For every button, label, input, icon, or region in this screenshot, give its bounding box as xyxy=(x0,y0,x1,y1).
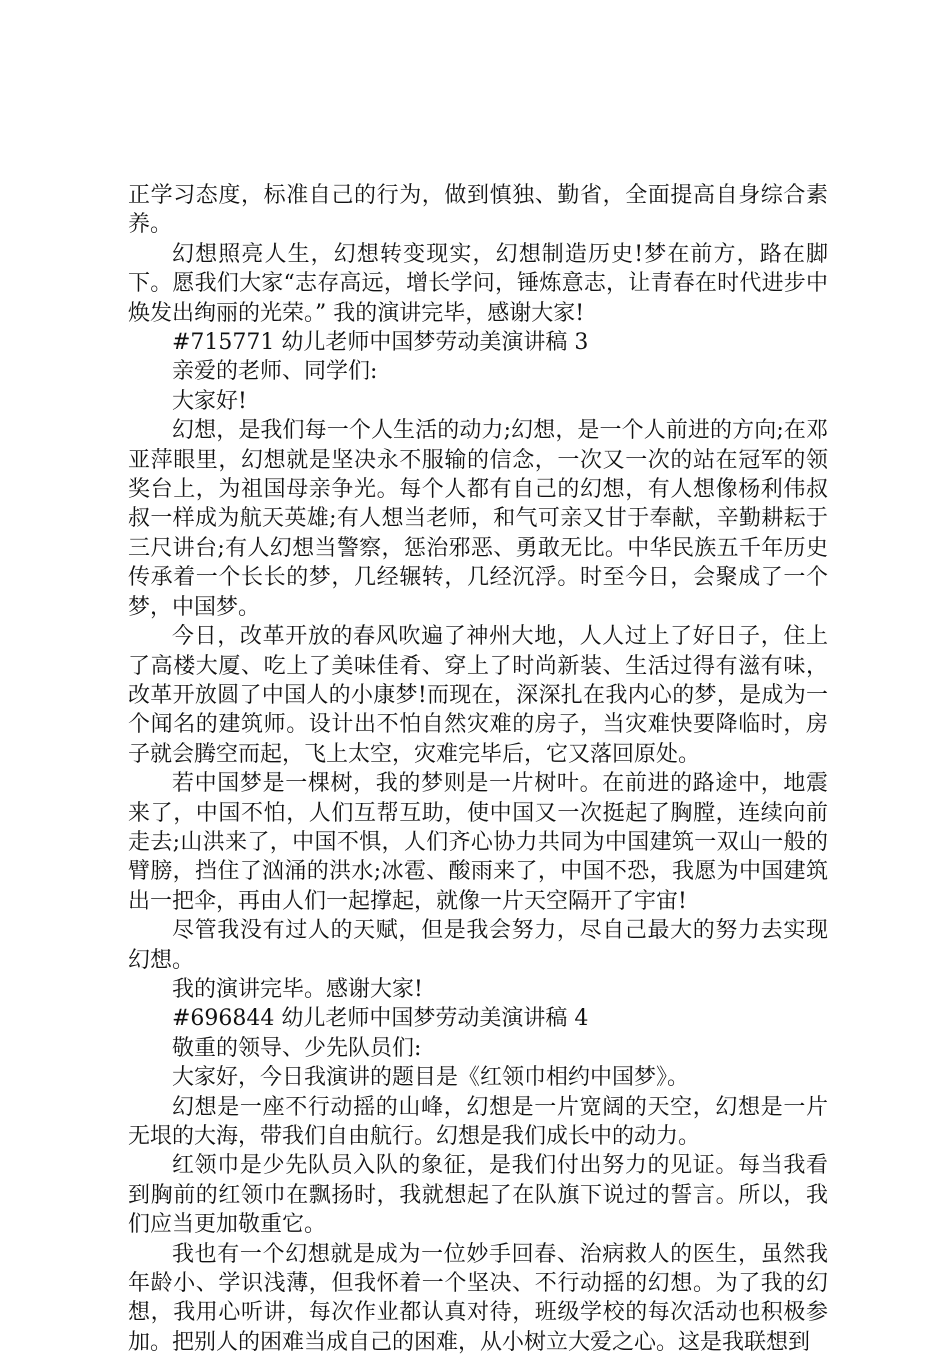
paragraph: 今日，改革开放的春风吹遍了神州大地，人人过上了好日子，住上了高楼大厦、吃上了美味佳肴、穿上了时尚新装、生活过得有滋有味，改革开放圆了中国人的小康梦!而现在，深深扎在我内心的梦，是成为一个闻名的建筑师。设计出不怕自然灾难的房子，当灾难快要降临时，房子就会腾空而起，飞上太空，灾难完毕后，它又落回原处。 xyxy=(128,624,828,767)
greeting: 大家好，今日我演讲的题目是《红领巾相约中国梦》。 xyxy=(172,1065,690,1091)
paragraph: 幻想照亮人生，幻想转变现实，幻想制造历史!梦在前方，路在脚下。愿我们大家“志存高远，增长学问，锤炼意志，让青春在时代进步中焕发出绚丽的光荣。” 我的演讲完毕，感谢大家! xyxy=(128,241,828,326)
paragraph: 红领巾是少先队员入队的象征，是我们付出努力的见证。每当我看到胸前的红领巾在飘扬时，我就想起了在队旗下说过的誓言。所以，我们应当更加敬重它。 xyxy=(128,1153,828,1238)
closing-line: 我的演讲完毕。感谢大家! xyxy=(172,976,423,1002)
paragraph: 幻想是一座不行动摇的山峰，幻想是一片宽阔的天空，幻想是一片无垠的大海，带我们自由航行。幻想是我们成长中的动力。 xyxy=(128,1094,828,1149)
paragraph: 正学习态度，标准自己的行为，做到慎独、勤省，全面提高自身综合素养。 xyxy=(128,183,828,238)
paragraph: 尽管我没有过人的天赋，但是我会努力，尽自己最大的努力去实现幻想。 xyxy=(128,918,828,973)
salutation: 敬重的领导、少先队员们: xyxy=(172,1035,422,1061)
paragraph: 若中国梦是一棵树，我的梦则是一片树叶。在前进的路途中，地震来了，中国不怕，人们互帮互助，使中国又一次挺起了胸膛，连续向前走去;山洪来了，中国不惧，人们齐心协力共同为中国建筑一双山一般的臂膀，挡住了汹涌的洪水;冰雹、酸雨来了，中国不恐，我愿为中国建筑出一把伞，再由人们一起撑起，就像一片天空隔开了宇宙! xyxy=(128,771,828,914)
paragraph: 我也有一个幻想就是成为一位妙手回春、治病救人的医生，虽然我年龄小、学识浅薄，但我怀着一个坚决、不行动摇的幻想。为了我的幻想，我用心听讲，每次作业都认真对待，班级学校的每次活动也积极参加。把别人的困难当成自己的困难，从小树立大爱之心。这是我联想到 xyxy=(128,1241,828,1355)
section-heading: #715771 幼儿老师中国梦劳动美演讲稿 3 xyxy=(172,330,589,356)
paragraph: 幻想，是我们每一个人生活的动力;幻想，是一个人前进的方向;在邓亚萍眼里，幻想就是坚决永不服输的信念，一次又一次的站在冠军的领奖台上，为祖国母亲争光。每个人都有自己的幻想，有人想像杨利伟叔叔一样成为航天英雄;有人想当老师，和气可亲又甘于奉献，辛勤耕耘于三尺讲台;有人幻想当警察，惩治邪恶、勇敢无比。中华民族五千年历史传承着一个长长的梦，几经辗转，几经沉浮。时至今日，会聚成了一个梦，中国梦。 xyxy=(128,418,828,620)
document-body xyxy=(128,181,828,1357)
greeting: 大家好! xyxy=(172,388,247,414)
salutation: 亲爱的老师、同学们: xyxy=(172,359,378,385)
section-heading: #696844 幼儿老师中国梦劳动美演讲稿 4 xyxy=(172,1006,589,1032)
